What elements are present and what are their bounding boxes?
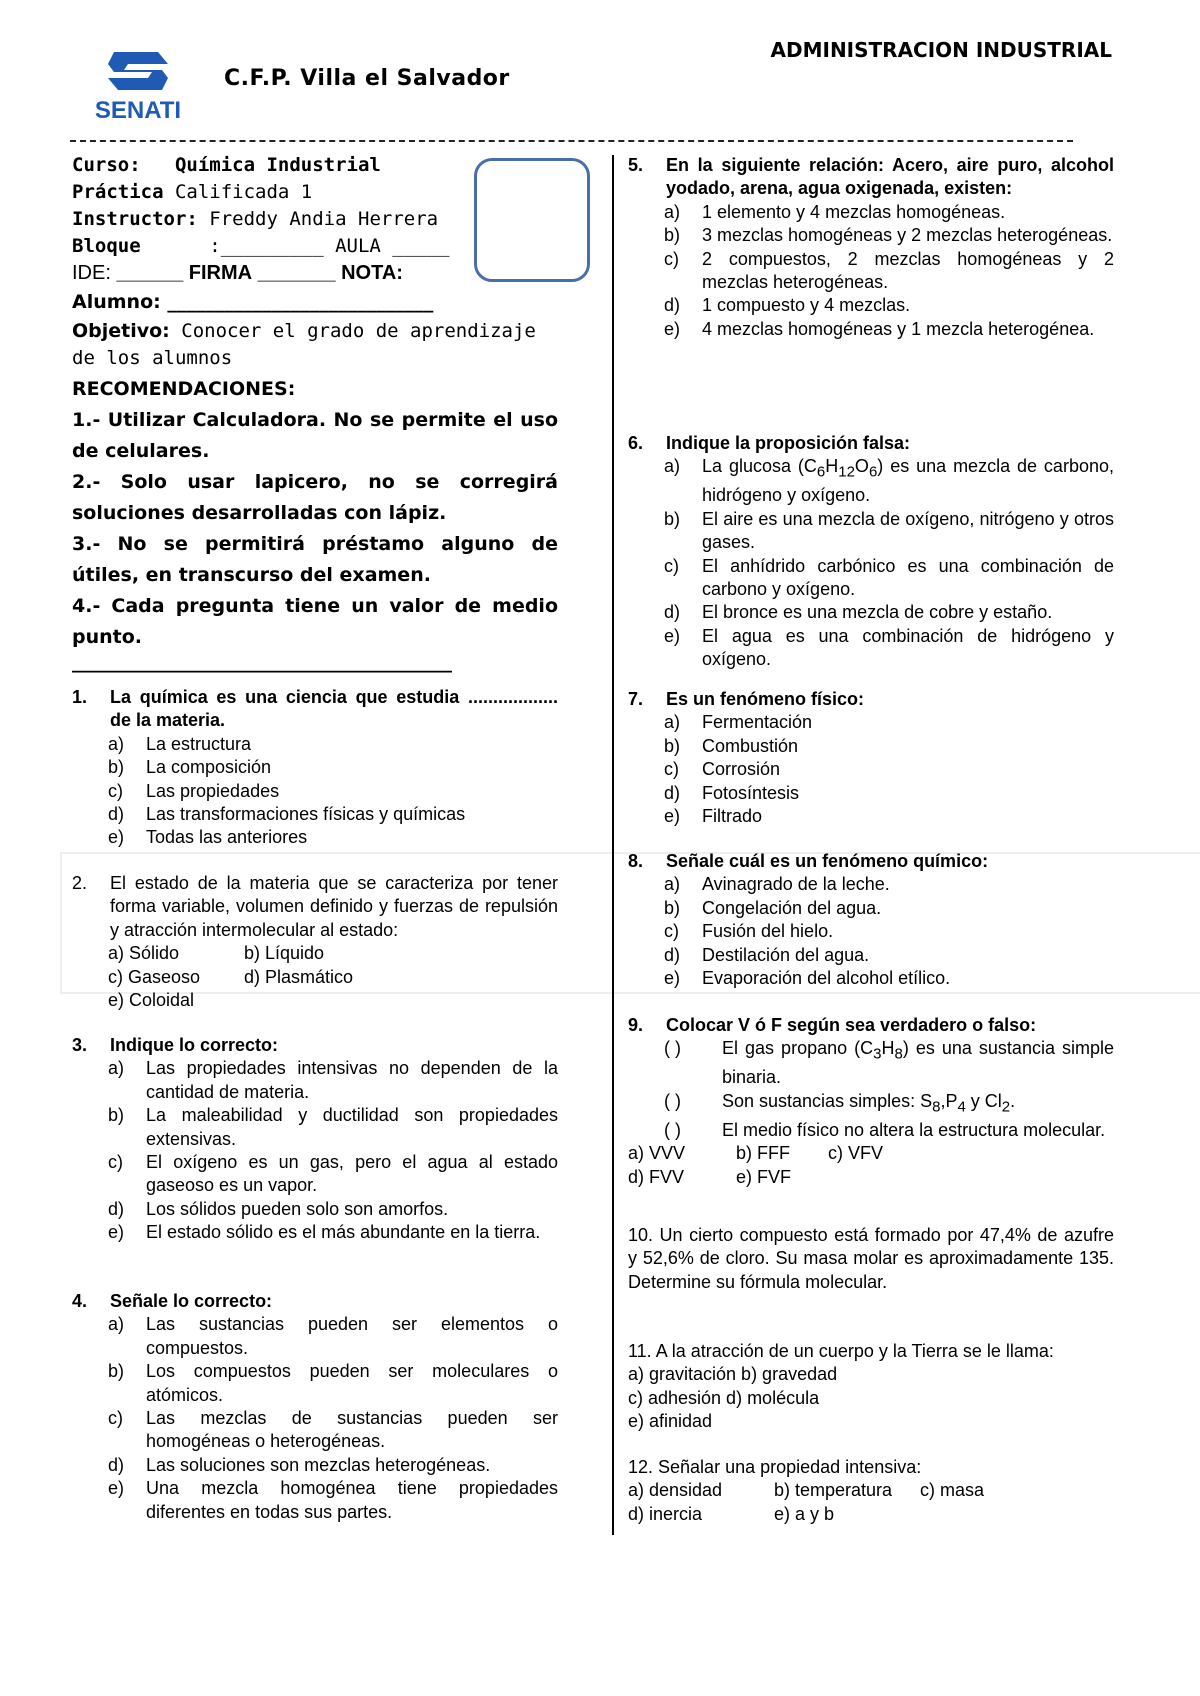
ide-label: IDE:	[72, 262, 111, 284]
q1-opt-c: Las propiedades	[146, 780, 280, 801]
practica-label: Práctica	[72, 181, 164, 203]
q5-opt-d-letter: d)	[664, 295, 681, 316]
q8-opt-c: Fusión del hielo.	[702, 921, 834, 942]
q3-opt-a: Las propiedades intensivas no dependen de la cantidad de materia.	[146, 1058, 558, 1102]
q8-opt-d-letter: d)	[664, 944, 681, 965]
q1-opt-e-letter: e)	[108, 827, 125, 848]
q12-opt-d: d) inercia	[628, 1503, 703, 1524]
q9-opt-b: b) FFF	[736, 1143, 790, 1164]
department-title: ADMINISTRACION INDUSTRIAL	[770, 38, 1112, 62]
q4-opt-d: Las soluciones son mezclas heterogéneas.	[146, 1454, 491, 1475]
q1-opt-d-letter: d)	[108, 804, 125, 825]
objetivo-value: Conocer el grado de aprendizaje de los alumnos	[72, 320, 536, 369]
q6-a-mid2: O	[854, 456, 869, 477]
q7-opt-c-letter: c)	[664, 759, 679, 780]
q11-line-1: a) gravitación b) gravedad	[628, 1364, 838, 1385]
q2-opt-b: b) Líquido	[244, 943, 325, 964]
q1-opt-c-letter: c)	[108, 780, 123, 801]
ide-blank[interactable]: ______	[116, 262, 184, 284]
q9-opt-e: e) FVF	[736, 1166, 792, 1187]
q3-opt-a-letter: a)	[108, 1058, 125, 1079]
q6-opt-d-letter: d)	[664, 602, 681, 623]
q6-opt-e-letter: e)	[664, 625, 681, 646]
q8-opt-e: Evaporación del alcohol etílico.	[702, 968, 951, 989]
q6-opt-c: El anhídrido carbónico es una combinación de carbono y oxígeno.	[702, 555, 1114, 600]
q4-opt-c-letter: c)	[108, 1408, 123, 1429]
school-name: C.F.P. Villa el Salvador	[224, 66, 510, 91]
q12-text: 12. Señalar una propiedad intensiva:	[628, 1457, 922, 1477]
q9-s1-sub2: 8	[894, 1046, 903, 1063]
q1-opt-b-letter: b)	[108, 757, 125, 778]
q1-opt-a-letter: a)	[108, 733, 125, 754]
alumno-blank[interactable]: ____________________________	[167, 291, 434, 313]
q5-opt-b-letter: b)	[664, 225, 681, 246]
senati-emblem-icon	[88, 42, 188, 124]
q12-opt-e: e) a y b	[774, 1503, 835, 1524]
q3-opt-e-letter: e)	[108, 1222, 125, 1243]
q9-s1-pre: El gas propano (C	[722, 1038, 874, 1059]
q9-s2-mid2: y Cl	[965, 1090, 1002, 1111]
q7-opt-b-letter: b)	[664, 735, 681, 756]
question-3	[72, 1034, 558, 1245]
q6-opt-a-letter: a)	[664, 456, 681, 477]
q9-opt-a: a) VVV	[628, 1143, 686, 1164]
q4-opt-a-letter: a)	[108, 1314, 125, 1335]
q7-opt-e-letter: e)	[664, 806, 681, 827]
q9-s2-pre: Son sustancias simples: S	[722, 1090, 933, 1111]
q12-opt-b: b) temperatura	[774, 1480, 893, 1501]
firma-label: FIRMA	[188, 262, 253, 284]
q6-opt-a	[702, 455, 1114, 507]
q6-number: 6.	[628, 433, 644, 453]
q7-opt-d: Fotosíntesis	[702, 782, 800, 803]
question-9	[628, 1014, 1114, 1189]
q8-opt-b: Congelación del agua.	[702, 897, 882, 918]
q6-a-sub3: 6	[868, 464, 878, 481]
senati-logo	[88, 42, 188, 124]
firma-blank[interactable]: _______	[257, 262, 336, 284]
q9-s1-sub1: 3	[873, 1046, 882, 1063]
q7-opt-a-letter: a)	[664, 712, 681, 733]
q2-text: El estado de la materia que se caracteriza por tener forma variable, volumen definido y fuerzas de repulsión y atracción intermolecular al estado:	[110, 873, 558, 940]
q5-opt-a: 1 elemento y 4 mezclas homogéneas.	[702, 201, 1006, 222]
question-2	[72, 872, 558, 1012]
q5-opt-c: 2 compuestos, 2 mezclas homogéneas y 2 mezclas heterogéneas.	[702, 248, 1114, 293]
q9-opt-c: c) VFV	[828, 1143, 884, 1164]
q6-a-sub2: 12	[838, 464, 855, 481]
q9-statement-2	[722, 1090, 1114, 1119]
q1-opt-d: Las transformaciones físicas y químicas	[146, 804, 466, 825]
q8-number: 8.	[628, 851, 644, 871]
question-8	[628, 850, 1114, 990]
q9-number: 9.	[628, 1015, 644, 1035]
q7-opt-b: Combustión	[702, 735, 799, 756]
header-divider	[70, 140, 1073, 142]
q2-opt-c: c) Gaseoso	[108, 966, 201, 987]
q1-text: La química es una ciencia que estudia .................. de la materia.	[110, 687, 558, 731]
q9-s2-sub2: 4	[957, 1098, 966, 1116]
q9-paren-2[interactable]: ( )	[664, 1090, 681, 1111]
q7-number: 7.	[628, 689, 644, 709]
q6-opt-c-letter: c)	[664, 555, 679, 576]
practica-value: Calificada 1	[174, 181, 313, 203]
q5-number: 5.	[628, 155, 644, 175]
q4-opt-b-letter: b)	[108, 1361, 125, 1382]
q11-line-2: c) adhesión d) molécula	[628, 1387, 820, 1408]
q5-opt-a-letter: a)	[664, 201, 681, 222]
q8-opt-a: Avinagrado de la leche.	[702, 874, 890, 895]
q7-opt-a: Fermentación	[702, 712, 813, 733]
q3-text: Indique lo correcto:	[110, 1035, 279, 1055]
q7-text: Es un fenómeno físico:	[666, 689, 865, 709]
q4-opt-e-letter: e)	[108, 1478, 125, 1499]
question-10: 10. Un cierto compuesto está formado por 47,4% de azufre y 52,6% de cloro. Su masa molar es aproximadamente 135. Determine su fórmula molecular.	[628, 1225, 1114, 1292]
q3-opt-b-letter: b)	[108, 1105, 125, 1126]
q9-s2-sub3: 2	[1001, 1098, 1011, 1116]
recommendations-separator: ________________________________________	[72, 651, 452, 673]
q3-opt-c-letter: c)	[108, 1152, 123, 1173]
column-divider	[612, 155, 614, 1535]
q5-opt-b: 3 mezclas homogéneas y 2 mezclas heterogéneas.	[702, 225, 1113, 246]
q9-statement-1	[722, 1037, 1114, 1089]
instructor-value: Freddy Andia Herrera	[209, 208, 439, 230]
recommendation-2: 2.- Solo usar lapicero, no se corregirá soluciones desarrolladas con lápiz.	[72, 471, 558, 524]
instructor-label: Instructor:	[72, 208, 198, 230]
q1-opt-e: Todas las anteriores	[146, 827, 308, 848]
q3-number: 3.	[72, 1035, 88, 1055]
q9-s1-mid: H	[881, 1038, 895, 1059]
curso-value: Química Industrial	[174, 154, 381, 176]
q1-opt-a: La estructura	[146, 733, 252, 754]
question-12	[628, 1456, 1114, 1526]
q3-opt-b: La maleabilidad y ductilidad son propiedades extensivas.	[146, 1105, 558, 1149]
question-6	[628, 432, 1114, 672]
q8-opt-a-letter: a)	[664, 874, 681, 895]
q9-text: Colocar V ó F según sea verdadero o falso:	[666, 1015, 1037, 1035]
q5-opt-e-letter: e)	[664, 318, 681, 339]
q1-opt-b: La composición	[146, 757, 272, 778]
objetivo-label: Objetivo:	[72, 320, 170, 342]
q9-s1-post: ) es una sustancia simple binaria.	[722, 1038, 1114, 1088]
q5-opt-c-letter: c)	[664, 248, 679, 269]
q7-opt-e: Filtrado	[702, 806, 763, 827]
q7-opt-c: Corrosión	[702, 759, 781, 780]
q2-opt-a: a) Sólido	[108, 943, 180, 964]
q4-opt-d-letter: d)	[108, 1454, 125, 1475]
student-info	[72, 152, 558, 678]
alumno-label: Alumno:	[72, 291, 161, 313]
q11-line-3: e) afinidad	[628, 1411, 713, 1432]
q4-opt-e: Una mezcla homogénea tiene propiedades diferentes en todas sus partes.	[146, 1478, 558, 1522]
q6-a-pre: La glucosa (C	[702, 456, 817, 477]
bloque-label: Bloque	[72, 235, 141, 257]
q9-s2-mid: ,P	[940, 1090, 958, 1111]
q12-opt-c: c) masa	[920, 1480, 985, 1501]
q8-opt-d: Destilación del agua.	[702, 944, 870, 965]
q7-opt-d-letter: d)	[664, 782, 681, 803]
curso-label: Curso:	[72, 154, 141, 176]
question-11	[628, 1340, 1114, 1434]
q6-opt-d: El bronce es una mezcla de cobre y estaño.	[702, 602, 1053, 623]
q6-text: Indique la proposición falsa:	[666, 433, 911, 453]
q6-a-sub1: 6	[816, 464, 826, 481]
question-5	[628, 154, 1114, 341]
recommendations-title: RECOMENDACIONES:	[72, 378, 296, 400]
q3-opt-e: El estado sólido es el más abundante en la tierra.	[146, 1222, 541, 1243]
q2-opt-d: d) Plasmático	[244, 966, 354, 987]
q4-number: 4.	[72, 1291, 88, 1311]
q3-opt-d-letter: d)	[108, 1198, 125, 1219]
recommendation-1: 1.- Utilizar Calculadora. No se permite el uso de celulares.	[72, 409, 558, 462]
q9-s2-post: .	[1010, 1090, 1016, 1111]
q3-opt-c: El oxígeno es un gas, pero el agua al estado gaseoso es un vapor.	[146, 1152, 558, 1196]
q9-paren-3[interactable]: ( )	[664, 1119, 681, 1140]
q6-a-post: ) es una mezcla de carbono, hidrógeno y oxígeno.	[702, 456, 1114, 506]
q5-opt-e: 4 mezclas homogéneas y 1 mezcla heterogénea.	[702, 318, 1095, 339]
q6-opt-b-letter: b)	[664, 508, 681, 529]
question-7	[628, 688, 1114, 828]
nota-label: NOTA:	[341, 262, 403, 284]
q4-opt-a: Las sustancias pueden ser elementos o compuestos.	[146, 1314, 558, 1358]
q4-opt-b: Los compuestos pueden ser moleculares o atómicos.	[146, 1361, 558, 1405]
question-4	[72, 1290, 558, 1524]
q8-opt-c-letter: c)	[664, 921, 679, 942]
q9-s2-sub1: 8	[932, 1098, 941, 1116]
bloque-value[interactable]: :_________ AULA _____	[209, 235, 450, 257]
q3-opt-d: Los sólidos pueden solo son amorfos.	[146, 1198, 449, 1219]
q6-a-mid1: H	[825, 456, 839, 477]
q1-number: 1.	[72, 687, 88, 707]
q8-opt-b-letter: b)	[664, 897, 681, 918]
recommendation-3: 3.- No se permitirá préstamo alguno de útiles, en transcurso del examen.	[72, 533, 558, 586]
q11-text: 11. A la atracción de un cuerpo y la Tierra se le llama:	[628, 1341, 1054, 1361]
q5-text: En la siguiente relación: Acero, aire puro, alcohol yodado, arena, agua oxigenada, existen:	[666, 155, 1114, 199]
q6-opt-b: El aire es una mezcla de oxígeno, nitrógeno y otros gases.	[702, 508, 1114, 553]
q12-opt-a: a) densidad	[628, 1480, 723, 1501]
q5-opt-d: 1 compuesto y 4 mezclas.	[702, 295, 911, 316]
logo-text: SENATI	[94, 97, 182, 124]
q2-opt-e: e) Coloidal	[108, 990, 195, 1011]
q9-paren-1[interactable]: ( )	[664, 1038, 681, 1059]
q8-opt-e-letter: e)	[664, 968, 681, 989]
q2-number: 2.	[72, 873, 88, 893]
recommendation-4: 4.- Cada pregunta tiene un valor de medio punto.	[72, 595, 558, 648]
q9-opt-d: d) FVV	[628, 1166, 685, 1187]
q8-text: Señale cuál es un fenómeno químico:	[666, 851, 989, 871]
q4-text: Señale lo correcto:	[110, 1291, 273, 1311]
q9-statement-3: El medio físico no altera la estructura molecular.	[722, 1119, 1106, 1140]
q4-opt-c: Las mezclas de sustancias pueden ser homogéneas o heterogéneas.	[146, 1408, 558, 1452]
question-1	[72, 686, 558, 850]
q6-opt-e: El agua es una combinación de hidrógeno y oxígeno.	[702, 625, 1114, 670]
